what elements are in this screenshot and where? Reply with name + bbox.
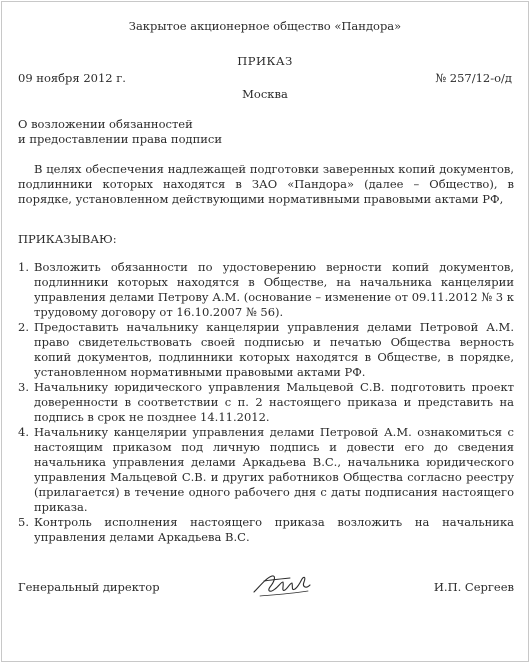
item-number: 1. xyxy=(18,260,29,274)
order-item xyxy=(18,425,514,515)
item-text: Контроль исполнения настоящего приказа возложить на начальника управления делами Аркадьева В.С. xyxy=(34,515,514,544)
item-text: Возложить обязанности по удостоверению верности копий документов, подлинники которых находятся в Обществе, на начальника канцелярии управления делами Петрову А.М. (основание – изменение от 09.11.2012 № 3 к трудовому договору от 16.10.2007 № 56). xyxy=(34,260,514,319)
item-number: 3. xyxy=(18,380,29,394)
document-subject xyxy=(18,117,318,147)
order-item xyxy=(18,320,514,380)
item-number: 5. xyxy=(18,515,29,529)
order-item xyxy=(18,260,514,320)
preamble-paragraph: В целях обеспечения надлежащей подготовки заверенных копий документов, подлинники которых находятся в ЗАО «Пандора» (далее – Общество), в порядке, установленном действующими нормативными правовыми актами РФ, xyxy=(18,162,514,206)
document-title: ПРИКАЗ xyxy=(237,54,293,68)
item-text: Начальнику юридического управления Мальцевой С.В. подготовить проект доверенности в соответствии с п. 2 настоящего приказа и представить на подпись в срок не позднее 14.11.2012. xyxy=(34,380,514,424)
order-item xyxy=(18,515,514,545)
signer-position: Генеральный директор xyxy=(18,580,160,594)
document-number: № 257/12-о/д xyxy=(435,71,512,85)
signer-name: И.П. Сергеев xyxy=(433,580,514,594)
order-document xyxy=(1,1,529,662)
document-city: Москва xyxy=(242,87,288,101)
handwritten-signature xyxy=(250,568,320,602)
item-number: 2. xyxy=(18,320,29,334)
order-items-list xyxy=(18,260,514,545)
company-name: Закрытое акционерное общество «Пандора» xyxy=(128,19,402,33)
date-number-line xyxy=(18,71,512,86)
item-text: Предоставить начальнику канцелярии управления делами Петровой А.М. право свидетельствовать своей подписью и печатью Общества верность копий документов, подлинники которых находятся в Обществе, в порядке, установленном нормативными правовыми актами РФ. xyxy=(34,320,514,379)
subject-line-1: О возложении обязанностей xyxy=(18,117,193,131)
order-item xyxy=(18,380,514,425)
item-text: Начальнику канцелярии управления делами Петровой А.М. ознакомиться с настоящим приказом под личную подпись и довести его до сведения начальника управления делами Аркадьева В.С., начальника юридического управления Мальцевой С.В. и других работников Общества согласно реестру (прилагается) в течение одного рабочего дня с даты подписания настоящего приказа. xyxy=(34,425,514,514)
document-date: 09 ноября 2012 г. xyxy=(18,71,126,85)
order-heading: ПРИКАЗЫВАЮ: xyxy=(18,232,117,246)
item-number: 4. xyxy=(18,425,29,439)
subject-line-2: и предоставлении права подписи xyxy=(18,132,223,146)
